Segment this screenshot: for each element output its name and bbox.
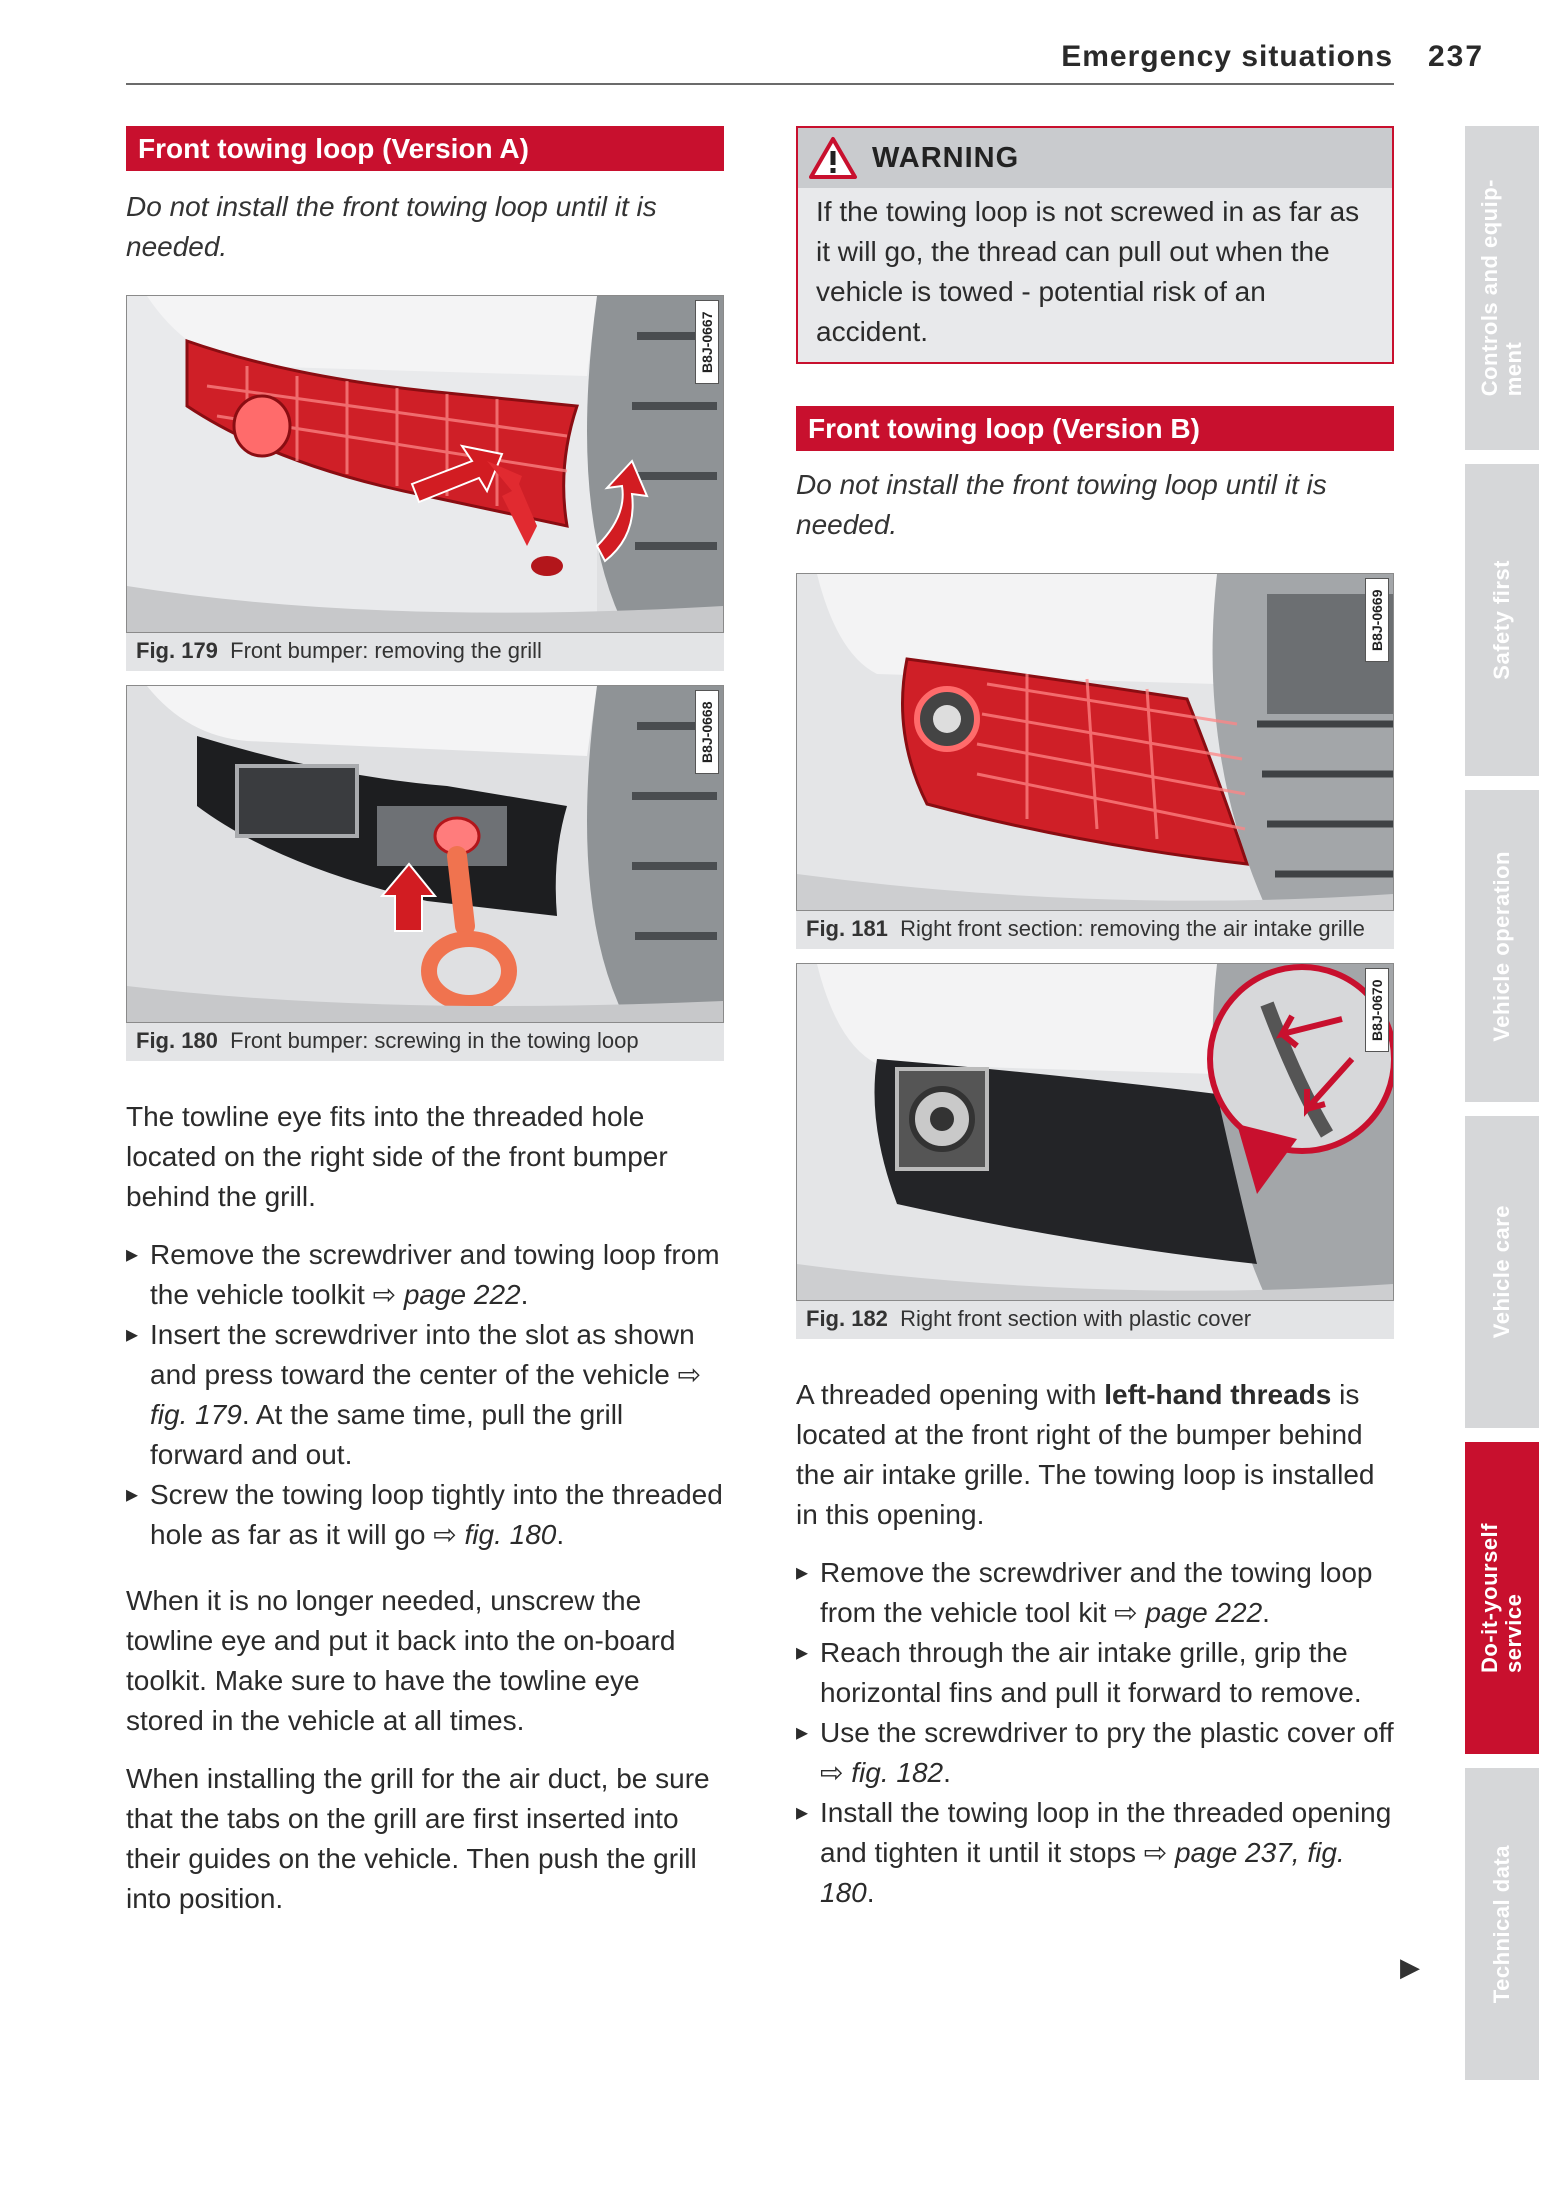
- figure-180-photo: [126, 685, 724, 1023]
- steps-version-b: [796, 1553, 1394, 1913]
- page-number: 237: [1428, 40, 1485, 73]
- figure-179-code: B8J-0667: [695, 300, 719, 384]
- paragraph-threaded-opening: A threaded opening with left-hand threads is located at the front right of the bumper behind the air intake grille. The towing loop is installed in this opening.: [796, 1379, 1375, 1530]
- figure-182-caption: [796, 1301, 1394, 1339]
- figure-180-label: Fig. 180: [136, 1028, 218, 1053]
- figure-179-caption: [126, 633, 724, 671]
- tab-vehicle-operation[interactable]: Vehicle operation: [1465, 790, 1539, 1102]
- list-item: ▸ Use the screwdriver to pry the plastic cover off ⇨ fig. 182.: [796, 1713, 1394, 1793]
- warning-triangle-icon: [808, 136, 858, 180]
- figure-182-label: Fig. 182: [806, 1306, 888, 1331]
- figure-179: [126, 295, 724, 671]
- left-hand-threads-emphasis: left-hand threads: [1104, 1379, 1332, 1410]
- tab-controls-and-equipment[interactable]: Controls and equip- ment: [1465, 126, 1539, 450]
- figure-179-caption-text: Front bumper: removing the grill: [230, 638, 542, 663]
- towing-loop-install-illustration: [127, 686, 723, 1022]
- tab-vehicle-care[interactable]: Vehicle care: [1465, 1116, 1539, 1428]
- cross-reference-link[interactable]: ⇨ fig. 180: [433, 1519, 557, 1550]
- section-heading-version-a: Front towing loop (Version A): [126, 126, 724, 171]
- list-item: ▸ Screw the towing loop tightly into the threaded hole as far as it will go ⇨ fig. 180.: [126, 1475, 724, 1555]
- cross-reference-link[interactable]: ⇨ page 222: [1114, 1597, 1263, 1628]
- intro-version-b: Do not install the front towing loop until it is needed.: [796, 469, 1327, 540]
- figure-182-caption-text: Right front section with plastic cover: [900, 1306, 1252, 1331]
- figure-180-code: B8J-0668: [695, 690, 719, 774]
- figure-180-caption-text: Front bumper: screwing in the towing loop: [230, 1028, 639, 1053]
- figure-181-caption: [796, 911, 1394, 949]
- list-item: ▸ Reach through the air intake grille, grip the horizontal fins and pull it forward to remove.: [796, 1633, 1394, 1713]
- right-column: [796, 126, 1394, 1939]
- tab-safety-first[interactable]: Safety first: [1465, 464, 1539, 776]
- intro-version-a: Do not install the front towing loop until it is needed.: [126, 191, 657, 262]
- figure-181-caption-text: Right front section: removing the air intake grille: [900, 916, 1365, 941]
- figure-181-code: B8J-0669: [1365, 578, 1389, 662]
- list-item: ▸ Install the towing loop in the threaded opening and tighten it until it stops ⇨ page 237, fig. 180.: [796, 1793, 1394, 1913]
- list-item: ▸ Remove the screwdriver and the towing loop from the vehicle tool kit ⇨ page 222.: [796, 1553, 1394, 1633]
- tab-do-it-yourself-service[interactable]: Do-it-yourself service: [1465, 1442, 1539, 1754]
- tab-technical-data[interactable]: Technical data: [1465, 1768, 1539, 2080]
- figure-182-code: B8J-0670: [1365, 968, 1389, 1052]
- paragraph-storage: When it is no longer needed, unscrew the towline eye and put it back into the on-board toolkit. Make sure to have the towline eye stored in the vehicle at all times.: [126, 1585, 676, 1736]
- cross-reference-link[interactable]: ⇨ page 222: [372, 1279, 521, 1310]
- figure-180-caption: [126, 1023, 724, 1061]
- cross-reference-link[interactable]: ⇨ fig. 182: [820, 1757, 944, 1788]
- air-intake-grille-illustration: [797, 574, 1393, 910]
- warning-title: WARNING: [872, 141, 1020, 174]
- warning-header: [798, 128, 1392, 188]
- paragraph-towline-eye: The towline eye fits into the threaded hole located on the right side of the front bumper behind the grill.: [126, 1101, 668, 1212]
- figure-182-photo: [796, 963, 1394, 1301]
- figure-181-photo: [796, 573, 1394, 911]
- section-heading-version-b: Front towing loop (Version B): [796, 406, 1394, 451]
- figure-179-photo: [126, 295, 724, 633]
- cross-reference-link[interactable]: ⇨ page 237, fig. 180: [820, 1837, 1345, 1908]
- figure-179-label: Fig. 179: [136, 638, 218, 663]
- bumper-grill-removal-illustration: [127, 296, 723, 632]
- warning-text: If the towing loop is not screwed in as far as it will go, the thread can pull out when the vehicle is towed - potential risk of an accident.: [816, 196, 1360, 347]
- warning-box: [796, 126, 1394, 364]
- list-item: ▸ Insert the screwdriver into the slot as shown and press toward the center of the vehicle ⇨ fig. 179. At the same time, pull the grill forward and out.: [126, 1315, 724, 1475]
- figure-182: [796, 963, 1394, 1339]
- figure-181: [796, 573, 1394, 949]
- running-title: Emergency situations: [1061, 40, 1393, 73]
- continue-arrow-icon: ▶: [1400, 1952, 1420, 1982]
- cross-reference-link[interactable]: ⇨ fig. 179: [150, 1359, 702, 1430]
- plastic-cover-illustration: [797, 964, 1393, 1300]
- header-rule: [126, 83, 1394, 85]
- list-item: ▸ Remove the screwdriver and towing loop from the vehicle toolkit ⇨ page 222.: [126, 1235, 724, 1315]
- figure-181-label: Fig. 181: [806, 916, 888, 941]
- left-column: [126, 126, 724, 1937]
- steps-version-a: [126, 1235, 724, 1555]
- paragraph-installing-grill: When installing the grill for the air duct, be sure that the tabs on the grill are first inserted into their guides on the vehicle. Then push the grill into position.: [126, 1763, 710, 1914]
- figure-180: [126, 685, 724, 1061]
